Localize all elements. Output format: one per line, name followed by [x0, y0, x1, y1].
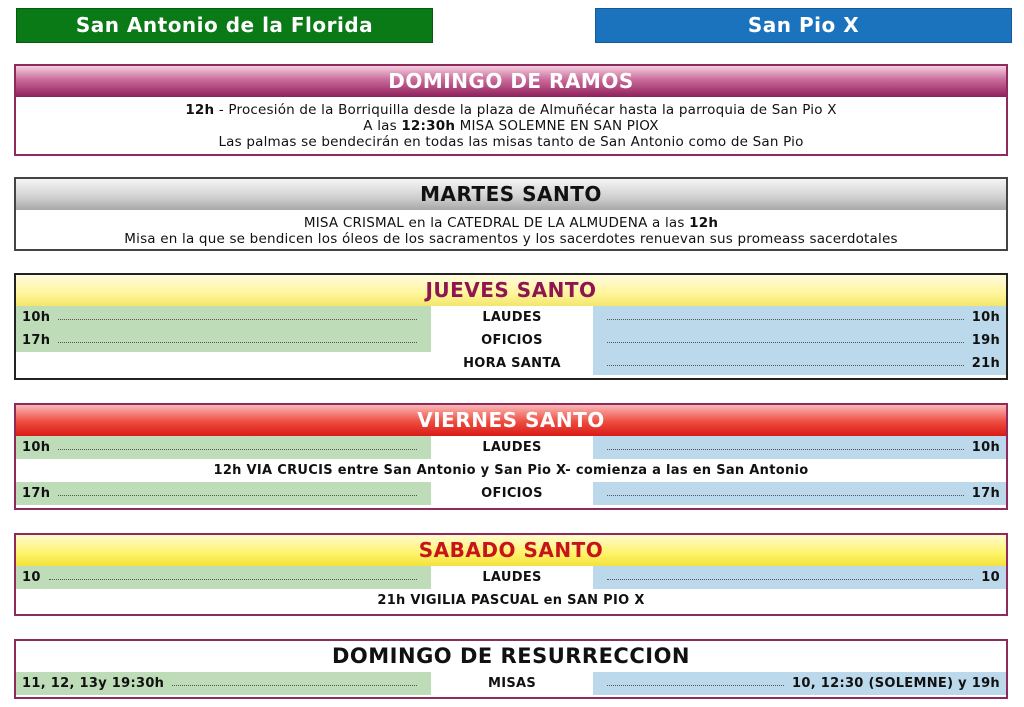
- jueves-hora-label: HORA SANTA: [431, 352, 593, 375]
- vigilia-text: 21h VIGILIA PASCUAL en SAN PIO X: [377, 593, 645, 608]
- crismal-text: MISA CRISMAL en la CATEDRAL DE LA ALMUDENA a las: [303, 215, 690, 231]
- resurreccion-right: 10, 12:30 (SOLEMNE) y 19h: [792, 676, 1000, 691]
- sabado-vigilia: [16, 589, 1006, 612]
- domingo-resurreccion-section: [14, 639, 1008, 699]
- jueves-oficios-left: 17h: [22, 333, 51, 348]
- viernes-row-oficios: [16, 482, 1006, 505]
- domingo-ramos-title: DOMINGO DE RAMOS: [16, 66, 1006, 97]
- viernes-santo-section: [14, 403, 1008, 510]
- jueves-oficios-label: OFICIOS: [431, 329, 593, 352]
- martes-santo-line1: [16, 215, 1006, 231]
- viernes-laudes-left: 10h: [22, 440, 51, 455]
- jueves-row-hora-santa: [16, 352, 1006, 375]
- martes-santo-title: MARTES SANTO: [16, 179, 1006, 210]
- san-antonio-tab: San Antonio de la Florida: [16, 8, 433, 43]
- resurreccion-left: 11, 12, 13y 19:30h: [22, 676, 165, 691]
- san-pio-tab: San Pio X: [595, 8, 1012, 43]
- crismal-time: 12h: [689, 215, 719, 231]
- viernes-laudes-label: LAUDES: [431, 436, 593, 459]
- sabado-laudes-label: LAUDES: [431, 566, 593, 589]
- viernes-oficios-left: 17h: [22, 486, 51, 501]
- jueves-laudes-label: LAUDES: [431, 306, 593, 329]
- sabado-santo-section: [14, 533, 1008, 616]
- jueves-row-oficios: [16, 329, 1006, 352]
- misa-pre: A las: [363, 118, 402, 134]
- viernes-row-laudes: [16, 436, 1006, 459]
- domingo-ramos-section: [14, 64, 1008, 156]
- misa-time: 12:30h: [401, 118, 456, 134]
- jueves-laudes-left: 10h: [22, 310, 51, 325]
- viernes-laudes-right: 10h: [971, 440, 1000, 455]
- domingo-ramos-line3: Las palmas se bendecirán en todas las misas tanto de San Antonio como de San Pio: [218, 134, 804, 150]
- martes-santo-section: [14, 177, 1008, 251]
- domingo-ramos-line2: [16, 118, 1006, 134]
- jueves-row-laudes: [16, 306, 1006, 329]
- jueves-santo-title: JUEVES SANTO: [16, 275, 1006, 306]
- sabado-row-laudes: [16, 566, 1006, 589]
- jueves-santo-section: [14, 273, 1008, 380]
- martes-santo-line2: Misa en la que se bendicen los óleos de los sacramentos y los sacerdotes renuevan sus promeass sacerdotales: [124, 231, 898, 247]
- domingo-resurreccion-title: DOMINGO DE RESURRECCION: [16, 641, 1006, 672]
- domingo-ramos-line1: [16, 102, 1006, 118]
- sabado-laudes-left: 10: [22, 570, 41, 585]
- viernes-oficios-label: OFICIOS: [431, 482, 593, 505]
- viernes-santo-title: VIERNES SANTO: [16, 405, 1006, 436]
- sabado-laudes-right: 10: [981, 570, 1000, 585]
- resurreccion-label: MISAS: [431, 672, 593, 695]
- misa-text: MISA SOLEMNE EN SAN PIOX: [455, 118, 659, 134]
- procesion-text: - Procesión de la Borriquilla desde la plaza de Almuñécar hasta la parroquia de San Pio X: [214, 102, 837, 118]
- resurreccion-row-misas: [16, 672, 1006, 695]
- sabado-santo-title: SABADO SANTO: [16, 535, 1006, 566]
- viernes-oficios-right: 17h: [971, 486, 1000, 501]
- jueves-laudes-right: 10h: [971, 310, 1000, 325]
- jueves-oficios-right: 19h: [971, 333, 1000, 348]
- viernes-via-crucis: [16, 459, 1006, 482]
- procesion-time: 12h: [185, 102, 215, 118]
- via-crucis-text: 12h VIA CRUCIS entre San Antonio y San Pio X- comienza a las en San Antonio: [213, 463, 809, 478]
- jueves-hora-right: 21h: [971, 356, 1000, 371]
